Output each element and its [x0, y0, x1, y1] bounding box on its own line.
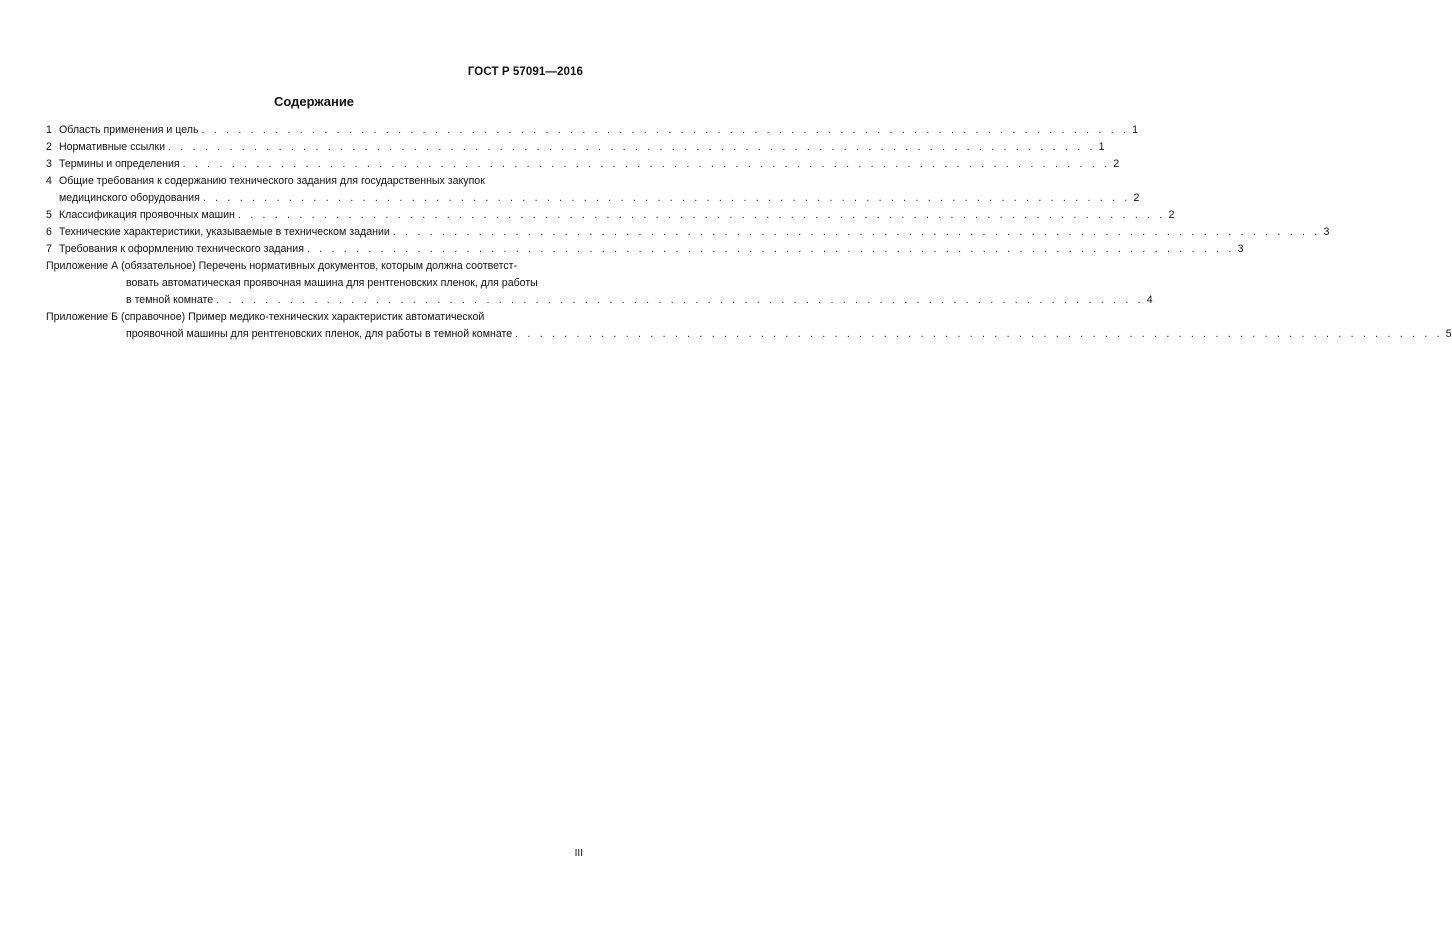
- toc-appendix-line: Приложение А (обязательное) Перечень нормативных документов, которым должна соответст-: [46, 260, 518, 272]
- toc-entry-number: 3: [46, 158, 52, 170]
- toc-leader-dots: . . . . . . . . . . . . . . . . . . . . . . . . . . . . . . . . . . . . . . . . . . . . . . . . . . . . . . . . . . . . . . . . . . . . . . . . . . . .: [306, 243, 1235, 255]
- toc-entry-number: 5: [46, 209, 52, 221]
- toc-entry-1[interactable]: [46, 122, 1139, 139]
- table-of-contents: [46, 122, 1452, 343]
- toc-leader-dots: . . . . . . . . . . . . . . . . . . . . . . . . . . . . . . . . . . . . . . . . . . . . . . . . . . . . . . . . . . . . . . . . . . . . . . . . . . . .: [201, 124, 1130, 136]
- toc-entry-3[interactable]: [46, 156, 1120, 173]
- toc-leader-dots: . . . . . . . . . . . . . . . . . . . . . . . . . . . . . . . . . . . . . . . . . . . . . . . . . . . . . . . . . . . . . . . . . . . . . . . . . . . .: [216, 294, 1144, 306]
- toc-appendix-page: 4: [1146, 294, 1153, 306]
- toc-leader-dots: . . . . . . . . . . . . . . . . . . . . . . . . . . . . . . . . . . . . . . . . . . . . . . . . . . . . . . . . . . . . . . . . . . . . . . . . . . . .: [168, 141, 1096, 153]
- toc-entry-page: 1: [1098, 141, 1105, 153]
- toc-appendix-b[interactable]: [46, 309, 1452, 343]
- toc-appendix-line: Приложение Б (справочное) Пример медико-технических характеристик автоматической: [46, 311, 485, 323]
- toc-leader-dots: . . . . . . . . . . . . . . . . . . . . . . . . . . . . . . . . . . . . . . . . . . . . . . . . . . . . . . . . . . . . . . . . . . . . . . . . . . . .: [392, 226, 1321, 238]
- toc-entry-text: Термины и определения: [59, 158, 180, 170]
- toc-entry-page: 2: [1168, 209, 1175, 221]
- toc-entry-number: 1: [46, 124, 52, 136]
- toc-entry-number: 2: [46, 141, 52, 153]
- toc-entry-page: 3: [1237, 243, 1244, 255]
- toc-entry-6[interactable]: [46, 224, 1330, 241]
- toc-entry-line: [46, 173, 583, 190]
- toc-entry-5[interactable]: [46, 207, 1175, 224]
- toc-leader-dots: . . . . . . . . . . . . . . . . . . . . . . . . . . . . . . . . . . . . . . . . . . . . . . . . . . . . . . . . . . . . . . . . . . . . . . . . . . . .: [182, 158, 1111, 170]
- toc-title: Содержание: [273, 94, 355, 109]
- toc-entry-page: 2: [1133, 192, 1140, 204]
- toc-entry-text: Нормативные ссылки: [59, 141, 166, 153]
- toc-entry-page: 2: [1113, 158, 1120, 170]
- toc-entry-page: 1: [1132, 124, 1139, 136]
- toc-entry-page: 3: [1323, 226, 1330, 238]
- toc-entry-number: 6: [46, 226, 52, 238]
- toc-leader-dots: . . . . . . . . . . . . . . . . . . . . . . . . . . . . . . . . . . . . . . . . . . . . . . . . . . . . . . . . . . . . . . . . . . . . . . . . . . . .: [515, 328, 1443, 340]
- toc-entry-text: Технические характеристики, указываемые в техническом задании: [59, 226, 390, 238]
- toc-appendix-line: вовать автоматическая проявочная машина для рентгеновских пленок, для работы: [126, 277, 538, 289]
- toc-entry-text: Требования к оформлению технического задания: [59, 243, 304, 255]
- page-number: III: [574, 848, 583, 859]
- toc-entry-text-continued: медицинского оборудования: [59, 192, 200, 204]
- toc-entry-number: 7: [46, 243, 52, 255]
- toc-appendix-text: в темной комнате: [126, 294, 214, 306]
- toc-appendix-line: [126, 326, 1452, 343]
- toc-entry-line: [46, 190, 1140, 207]
- document-code: ГОСТ Р 57091—2016: [467, 66, 583, 78]
- toc-entry-text: Область применения и цель: [59, 124, 199, 136]
- toc-appendix-a[interactable]: [46, 258, 1153, 309]
- toc-entry-7[interactable]: [46, 241, 1244, 258]
- toc-appendix-page: 5: [1445, 328, 1452, 340]
- toc-entry-text: Общие требования к содержанию технического задания для государственных закупок: [59, 175, 485, 187]
- toc-entry-4[interactable]: [46, 173, 1140, 207]
- toc-entry-number: 4: [46, 175, 52, 187]
- toc-entry-text: Классификация проявочных машин: [59, 209, 235, 221]
- toc-leader-dots: . . . . . . . . . . . . . . . . . . . . . . . . . . . . . . . . . . . . . . . . . . . . . . . . . . . . . . . . . . . . . . . . . . . . . . . . . . . .: [202, 192, 1131, 204]
- toc-appendix-text: проявочной машины для рентгеновских пленок, для работы в темной комнате: [126, 328, 513, 340]
- toc-entry-2[interactable]: [46, 139, 1105, 156]
- toc-leader-dots: . . . . . . . . . . . . . . . . . . . . . . . . . . . . . . . . . . . . . . . . . . . . . . . . . . . . . . . . . . . . . . . . . . . . . . . . . . . .: [237, 209, 1166, 221]
- toc-appendix-line: [126, 292, 1153, 309]
